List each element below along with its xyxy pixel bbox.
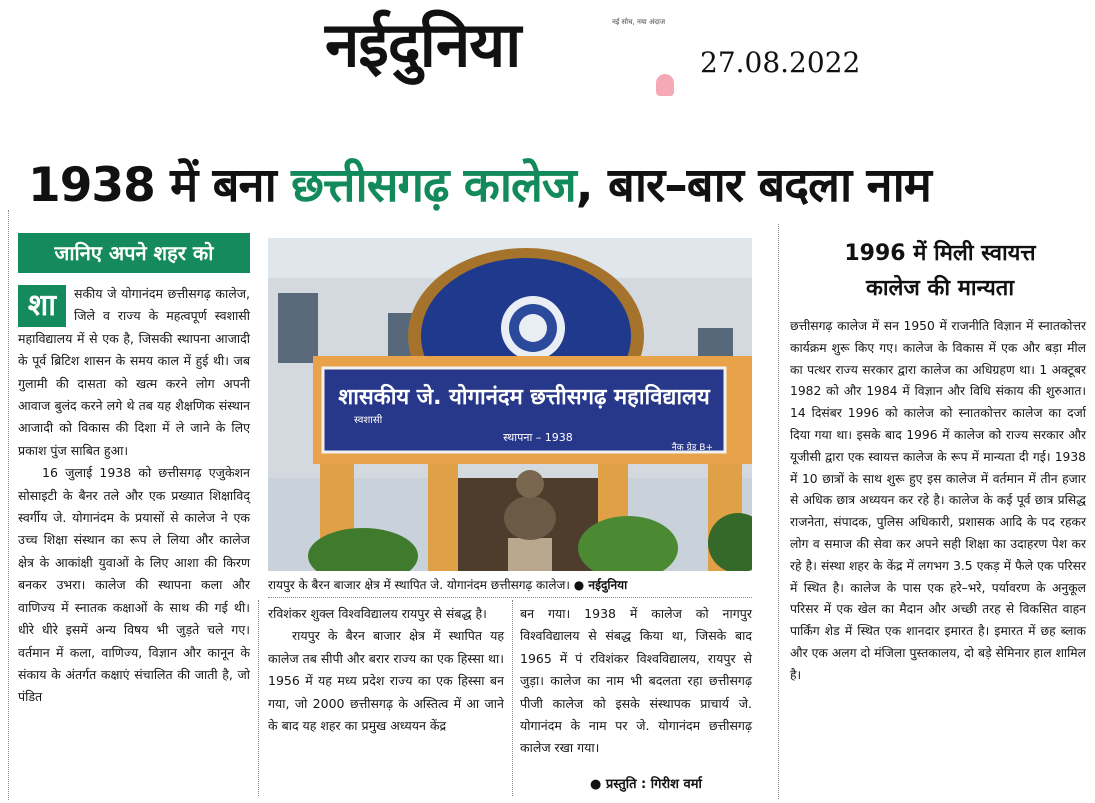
article-paragraph-4: रायपुर के बैरन बाजार क्षेत्र में स्थापित यह कालेज तब सीपी और बरार राज्य का एक हिस्सा था। 1956 में यह मध्य प्रदेश राज्य का एक हिस्सा बन गया, जो 2000 छत्तीसगढ़ के अस्तित्व में आ जाने के बाद यह शहर का प्रमुख अध्ययन केंद्र [268,628,504,734]
byline-credit: ● प्रस्तुति : गिरीश वर्मा [590,777,702,792]
newspaper-logo: नईदुनिया [325,8,521,81]
column-rule-mid2 [512,600,513,796]
logo-hand-icon [656,74,674,96]
signboard-right: नैक ग्रेड B+ [671,443,713,453]
drop-cap: शा [18,285,66,327]
section-kicker: जानिए अपने शहर को [18,233,250,273]
sidebar-body [790,316,1086,687]
newspaper-tagline: नई सोच, नया अंदाज [612,18,666,26]
article-paragraph-3: रविशंकर शुक्ल विश्वविद्यालय रायपुर से संबद्ध है। [268,606,487,621]
caption-text: रायपुर के बैरन बाजार क्षेत्र में स्थापित जे. योगानंदम छत्तीसगढ़ कालेज। [268,578,570,592]
college-photo [268,238,752,571]
caption-rule [268,597,752,598]
column-rule-right [778,224,779,799]
caption-source: ● नईदुनिया [573,578,628,592]
article-paragraph-5: बन गया। 1938 में कालेज को नागपुर विश्वविद्यालय से संबद्ध किया था, जिसके बाद 1965 में पं रविशंकर विश्वविद्यालय, रायपुर से जुड़ा। कालेज का नाम भी बदलता रहा छत्तीसगढ़ पीजी कालेज को इसके संस्थापक प्राचार्य जे. योगानंदम के नाम पर जे. योगानंदम छत्तीसगढ़ कालेज रखा गया। [520,606,752,756]
column-rule-mid1 [258,600,259,796]
article-column-2 [268,603,504,737]
page-headline [28,160,1088,212]
college-building-illustration [268,238,752,571]
publication-date: 27.08.2022 [700,46,861,79]
sidebar-heading-line2: कालेज की मान्यता [865,276,1015,301]
signboard-left: स्वशासी [354,415,383,426]
photo-caption [268,574,752,596]
sidebar-paragraph: छत्तीसगढ़ कालेज में सन 1950 में राजनीति विज्ञान में स्नातकोत्तर कार्यक्रम शुरू किए गए। कालेज के विकास में एक और बड़ा मील का पत्थर राज्य सरकार द्वारा कालेज का अधिग्रहण था। 1 अक्टूबर 1982 को और 1984 में विज्ञान और विधि संकाय की शुरुआत। 14 दिसंबर 1996 को कालेज को स्नातकोत्तर कालेज का दर्जा दिया गया था। इसके बाद 1996 में कालेज को राज्य सरकार और यूजीसी द्वारा एक स्वायत्त कालेज के रूप में मान्यता दी गई। 1938 में 10 छात्रों के साथ शुरू हुए इस कालेज में वर्तमान में तीन हजार से अधिक छात्र अध्ययन कर रहे है। कालेज के कई पूर्व छात्र प्रसिद्ध राजनेता, संपादक, पुलिस अधिकारी, प्रशासक आदि के पद रहकर लोग व समाज की सेवा कर अपने सही शिक्षा का उदाहरण पेश कर रहे है। संस्था शहर के केंद्र में लगभग 3.5 एकड़ में फैले एक परिसर में स्थित है। कालेज के पास एक हरे–भरे, पर्यावरण के अनुकूल परिसर में एक खेल का मैदान और अच्छी तरह से विकसित वाहन पार्किंग शेड में स्थित एक शानदार इमारत है। इमारत में छह ब्लाक और एक अलग दो मंजिला पुस्तकालय, दो बड़े सेमिनार हाल शामिल है। [790,319,1086,682]
sidebar-heading [790,236,1090,306]
headline-part1: 1938 में बना [28,158,292,213]
article-paragraph-1: सकीय जे योगानंदम छत्तीसगढ़ कालेज, जिले व राज्य के महत्वपूर्ण स्वशासी महाविद्यालय में से एक है, जिसकी स्थापना आजादी के पूर्व ब्रिटिश शासन के समय काल में हुई थी। जब गुलामी की दासता को खत्म करने लोग अपनी आवाज बुलंद करने लगे थे तब यह शैक्षणिक संस्थान आजादी को विकास की दिशा में ले जाने के लिए प्रकाश पुंज साबित हुआ। [18,286,250,458]
signboard-center: स्थापना – 1938 [503,431,573,444]
headline-part2: , बार–बार बदला नाम [575,158,931,213]
column-rule-left [8,210,9,800]
article-column-3 [520,603,752,760]
signboard-title: शासकीय जे. योगानंदम छत्तीसगढ़ महाविद्यालय [338,385,710,410]
headline-highlight: छत्तीसगढ़ कालेज [291,158,576,213]
sidebar-heading-line1: 1996 में मिली स्वायत्त [844,241,1036,266]
article-paragraph-2: 16 जुलाई 1938 को छत्तीसगढ़ एजुकेशन सोसाइटी के बैनर तले और एक प्रख्यात शिक्षाविद् स्वर्गीय जे. योगानंदम के प्रयासों से कालेज ने एक उच्च शिक्षा संस्थान का रूप ले लिया और कालेज क्षेत्र के आकांक्षी युवाओं के लिए आशा की किरण बनकर उभरा। कालेज की स्थापना कला और वाणिज्य में स्नातक कक्षाओं के साथ की गई थी। धीरे धीरे इसमें अन्य विषय भी जुड़ते चले गए। वर्तमान में कला, वाणिज्य, विज्ञान और कानून के संकाय के अंतर्गत कक्षाएं संचालित की जाती है, जो पंडित [18,465,250,705]
article-column-1 [18,283,250,709]
